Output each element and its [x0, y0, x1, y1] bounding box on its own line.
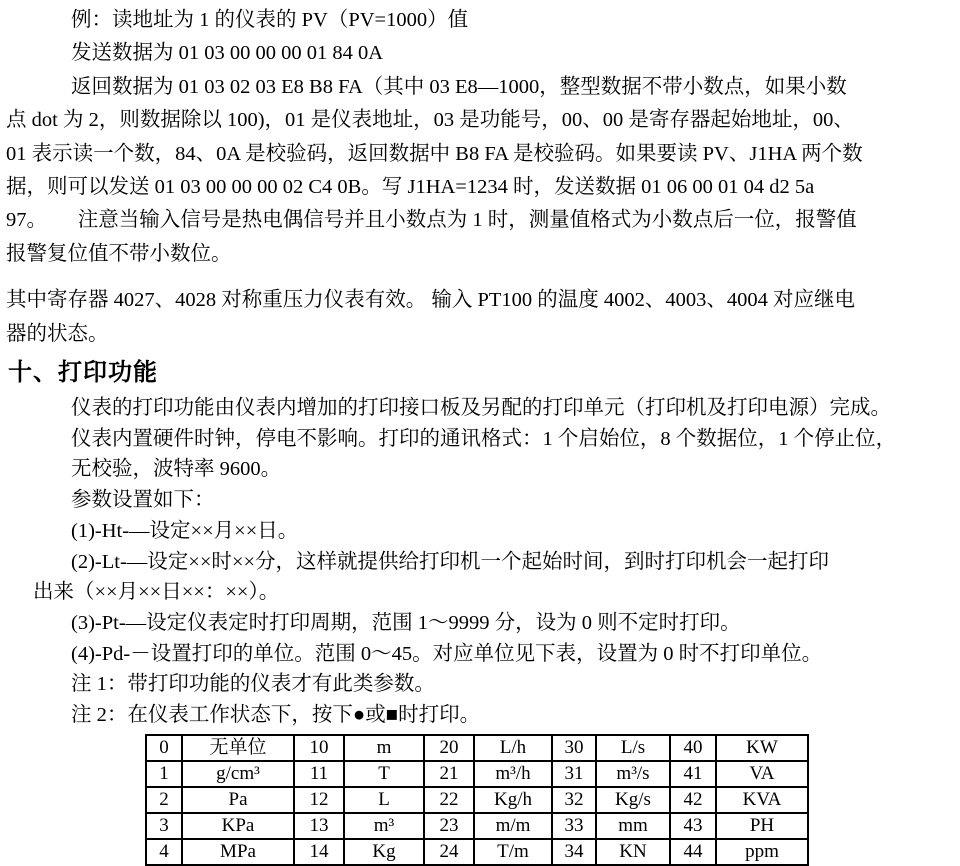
text-line: 出来（××月××日××：××）。 [33, 581, 280, 604]
print-unit-table [145, 734, 809, 866]
unit-name-cell: KW [716, 735, 808, 761]
unit-name-cell: 无单位 [182, 735, 294, 761]
text-line: 01 表示读一个数，84、0A 是校验码，返回数据中 B8 FA 是校验码。如果要读 PV、J1HA 两个数 [6, 142, 863, 165]
text-line: 注 1：带打印功能的仪表才有此类参数。 [71, 673, 435, 696]
unit-name-cell: PH [716, 813, 808, 839]
unit-code-cell: 11 [294, 761, 344, 787]
unit-code-cell: 14 [294, 839, 344, 865]
unit-code-cell: 24 [424, 839, 474, 865]
unit-code-cell: 21 [424, 761, 474, 787]
text-line: 据，则可以发送 01 03 00 00 00 02 C4 0B。写 J1HA=1234 时，发送数据 01 06 00 01 04 d2 5a [6, 176, 815, 199]
unit-name-cell: m³ [344, 813, 424, 839]
unit-code-cell: 12 [294, 787, 344, 813]
text-line: 器的状态。 [6, 322, 109, 345]
unit-name-cell: Kg/s [596, 787, 670, 813]
unit-code-cell: 40 [670, 735, 716, 761]
unit-code-cell: 1 [146, 761, 182, 787]
unit-name-cell: MPa [182, 839, 294, 865]
unit-name-cell: KVA [716, 787, 808, 813]
unit-name-cell: T/m [474, 839, 552, 865]
unit-name-cell: L [344, 787, 424, 813]
unit-code-cell: 33 [552, 813, 596, 839]
unit-name-cell: KPa [182, 813, 294, 839]
modbus-example-section [6, 4, 952, 271]
text-line: 仪表内置硬件时钟，停电不影响。打印的通讯格式：1 个启始位，8 个数据位，1 个停止位， [71, 427, 897, 450]
unit-name-cell: T [344, 761, 424, 787]
unit-code-cell: 23 [424, 813, 474, 839]
unit-code-cell: 13 [294, 813, 344, 839]
unit-code-cell: 41 [670, 761, 716, 787]
text-line: 97。 注意当输入信号是热电偶信号并且小数点为 1 时，测量值格式为小数点后一位，报警值 [6, 209, 857, 232]
text-line: (1)-Ht-—设定××月××日。 [71, 519, 299, 542]
unit-name-cell: Kg [344, 839, 424, 865]
text-line: 返回数据为 01 03 02 03 E8 B8 FA（其中 03 E8—1000，整型数据不带小数点，如果小数 [71, 75, 847, 98]
unit-code-cell: 4 [146, 839, 182, 865]
unit-name-cell: KN [596, 839, 670, 865]
text-line: 参数设置如下： [71, 489, 215, 512]
unit-code-cell: 2 [146, 787, 182, 813]
table-row [146, 813, 808, 839]
unit-code-cell: 3 [146, 813, 182, 839]
unit-code-cell: 42 [670, 787, 716, 813]
text-line: 例：读地址为 1 的仪表的 PV（PV=1000）值 [71, 9, 469, 31]
unit-code-cell: 30 [552, 735, 596, 761]
table-row [146, 761, 808, 787]
register-note-section [6, 284, 952, 351]
unit-name-cell: VA [716, 761, 808, 787]
text-line: 点 dot 为 2，则数据除以 100)，01 是仪表地址，03 是功能号，00、00 是寄存器起始地址，00、 [6, 109, 854, 132]
unit-name-cell: m³/s [596, 761, 670, 787]
text-line: 报警复位值不带小数位。 [6, 242, 232, 265]
unit-name-cell: m [344, 735, 424, 761]
unit-code-cell: 43 [670, 813, 716, 839]
print-function-section [6, 393, 952, 731]
unit-code-cell: 31 [552, 761, 596, 787]
unit-code-cell: 32 [552, 787, 596, 813]
unit-name-cell: m³/h [474, 761, 552, 787]
unit-name-cell: mm [596, 813, 670, 839]
print-function-heading: 十、打印功能 [8, 360, 158, 387]
unit-name-cell: Pa [182, 787, 294, 813]
table-row [146, 735, 808, 761]
unit-code-cell: 34 [552, 839, 596, 865]
text-line: (2)-Lt-—设定××时××分，这样就提供给打印机一个起始时间，到时打印机会一起打印 [71, 550, 830, 573]
text-line: (3)-Pt-—设定仪表定时打印周期，范围 1～9999 分，设为 0 则不定时打印。 [71, 611, 741, 634]
table-row [146, 787, 808, 813]
unit-name-cell: g/cm³ [182, 761, 294, 787]
unit-name-cell: L/h [474, 735, 552, 761]
unit-code-cell: 0 [146, 735, 182, 761]
text-line: 无校验，波特率 9600。 [71, 458, 282, 481]
unit-code-cell: 20 [424, 735, 474, 761]
unit-code-cell: 22 [424, 787, 474, 813]
text-line: 注 2：在仪表工作状态下，按下●或■时打印。 [71, 704, 481, 727]
text-line: 其中寄存器 4027、4028 对称重压力仪表有效。 输入 PT100 的温度 4002、4003、4004 对应继电 [6, 289, 856, 312]
unit-name-cell: Kg/h [474, 787, 552, 813]
unit-name-cell: ppm [716, 839, 808, 865]
unit-name-cell: L/s [596, 735, 670, 761]
unit-name-cell: m/m [474, 813, 552, 839]
text-line: 仪表的打印功能由仪表内增加的打印接口板及另配的打印单元（打印机及打印电源）完成。 [71, 397, 891, 420]
unit-code-cell: 10 [294, 735, 344, 761]
text-line: (4)-Pd-－设置打印的单位。范围 0～45。对应单位见下表，设置为 0 时不打印单位。 [71, 642, 823, 665]
unit-code-cell: 44 [670, 839, 716, 865]
text-line: 发送数据为 01 03 00 00 00 01 84 0A [71, 42, 384, 65]
table-row [146, 839, 808, 865]
